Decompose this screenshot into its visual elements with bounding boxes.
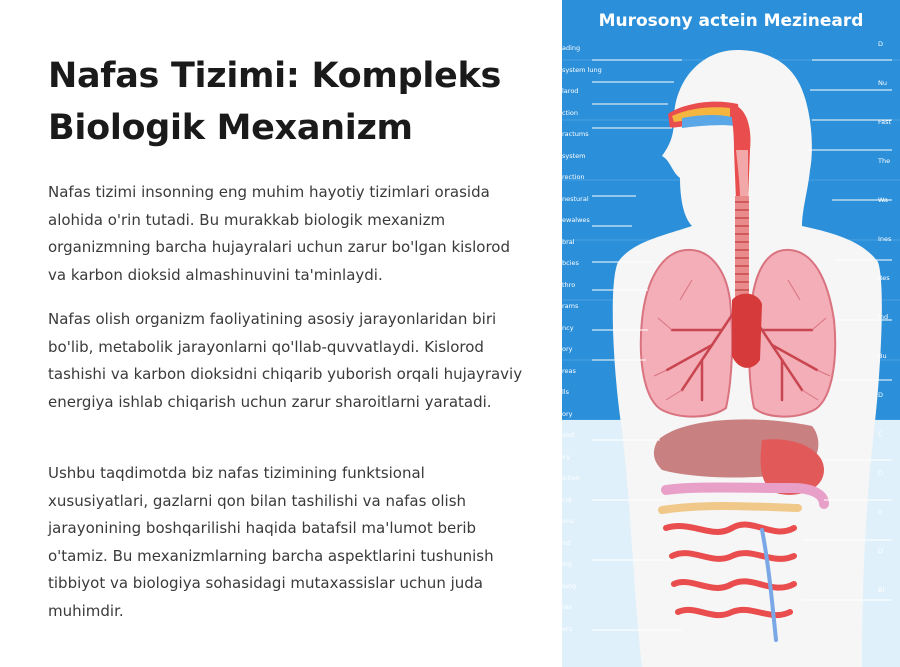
diagram-label: cid (562, 495, 572, 504)
diagram-label: ction (562, 108, 579, 117)
diagram-label: rection (562, 173, 585, 181)
diagram-label: tes (562, 603, 572, 611)
diagram-label: rams (562, 302, 579, 310)
diagram-label: D (878, 391, 884, 399)
paragraph-function: Nafas olish organizm faoliyatining asosiy jarayonlaridan biri bo'lib, metabolik jarayonlarni qo'llab-quvvatlaydi. Kislorod tashishi va karbon dioksidni chiqarib yuborish orqali hujayraviy energiya ishlab chiqarish uchun zarur sharoitlarni yaratadi. (48, 310, 523, 411)
diagram-label: Nu (878, 79, 887, 87)
diagram-label: ncy (562, 323, 574, 332)
diagram-label: ood (562, 431, 575, 439)
diagram-label: system (562, 151, 586, 160)
diagram-label: lls (562, 388, 569, 396)
diagram-label: lung (562, 581, 577, 590)
diagram-label: D (878, 40, 884, 48)
paragraph-overview: Ushbu taqdimotda biz nafas tizimining funktsional xususiyatlari, gazlarni qon bilan tashilishi va nafas olish jarayonining boshqarilishi haqida batafsil ma'lumot berib o'tamiz. Bu mexanizmlarning barcha aspektlarini tushunish tibbiyot va biologiya sohasidagi mutaxassislar uchun juda muhimdir. (48, 464, 494, 620)
diagram-label: Bl (878, 586, 885, 594)
diagram-label: ers (562, 624, 573, 633)
diagram-label: ing (562, 560, 573, 568)
diagram-label: Bu (878, 352, 887, 360)
diagram-label: ory (562, 345, 573, 353)
anatomy-illustration (562, 0, 900, 667)
diagram-label: Ines (878, 235, 892, 243)
diagram-label: thro (562, 280, 576, 289)
diagram-label: larod (562, 87, 579, 95)
diagram-label: The (878, 157, 891, 165)
diagram-label: D (878, 469, 884, 477)
diagram-label: nd (562, 538, 571, 547)
heart (732, 294, 762, 368)
slide-title: Nafas Tizimi: Kompleks Biologik Mexanizm (48, 56, 501, 148)
diagram-label: ractums (562, 130, 589, 138)
diagram-label: Fast (878, 118, 892, 126)
diagram-label: ewalwes (562, 216, 590, 224)
diagram-label: ading (562, 44, 581, 52)
illustration-title: Murosony actein Mezineard (598, 11, 864, 31)
diagram-label: D (878, 547, 884, 555)
diagram-label: reas (562, 366, 576, 375)
diagram-label: system lung (562, 65, 602, 74)
diagram-label: Ind (878, 313, 889, 321)
diagram-label: ory (562, 409, 573, 418)
diagram-label: bcies (562, 259, 579, 267)
diagram-label: iction (562, 474, 580, 482)
diagram-label: Wa (878, 196, 888, 204)
diagram-label: Res (878, 274, 890, 282)
diagram-label: ons (562, 517, 574, 525)
diagram-label: bral (562, 237, 575, 246)
diagram-label: Ir (878, 508, 883, 516)
diagram-label: iry (562, 452, 571, 461)
paragraph-intro: Nafas tizimi insonning eng muhim hayotiy tizimlari orasida alohida o'rin tutadi. Bu murakkab biologik mexanizm organizmning barcha hujayralari uchun zarur bo'lgan kislorod va karbon dioksid almashinuvini ta'minlaydi. (48, 183, 511, 284)
anatomy-diagram (562, 0, 900, 667)
diagram-label: nestural (562, 194, 589, 203)
diagram-label: C (878, 430, 883, 438)
